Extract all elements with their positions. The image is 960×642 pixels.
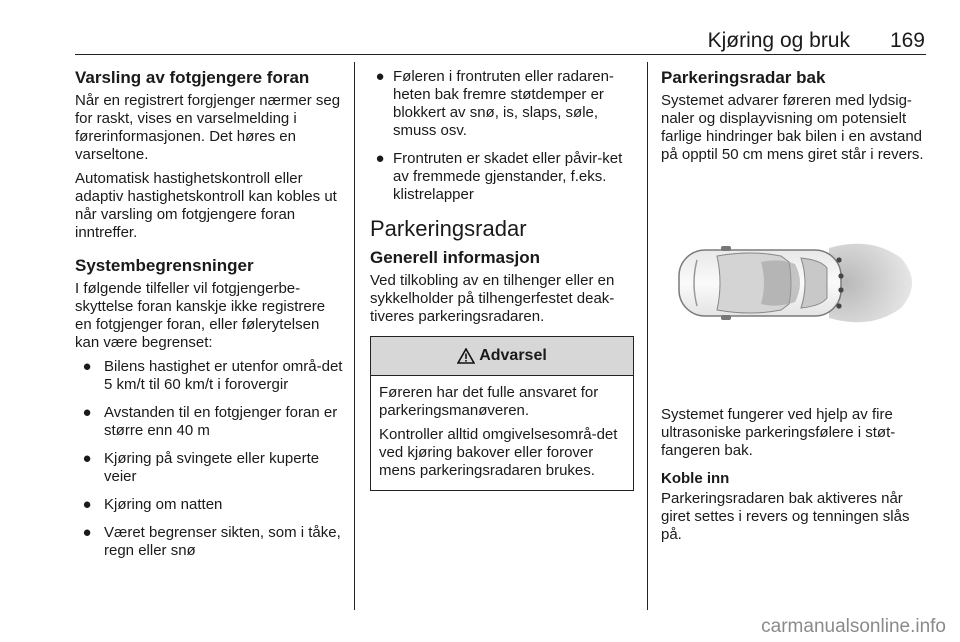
paragraph: Ved tilkobling av en tilhenger eller en sykkelholder på tilhengerfestet deak-tiveres parkeringsradaren. xyxy=(370,272,615,325)
column-divider-left xyxy=(354,62,355,610)
list-item-text: Bilens hastighet er utenfor områ-det 5 km/t til 60 km/t i forovergir xyxy=(104,358,343,393)
header-rule xyxy=(75,54,926,55)
watermark-text: carmanualsonline.info xyxy=(761,616,946,637)
list-item xyxy=(75,358,343,394)
column-divider-right xyxy=(647,62,648,610)
list-item xyxy=(75,496,343,514)
list-item-text: Føleren i frontruten eller radaren-heten bak fremre støtdemper er blokkert av snø, is, slaps, søle, smuss osv. xyxy=(393,68,614,139)
car-top-view-icon xyxy=(661,178,927,388)
section-title-rear-parking-radar: Parkeringsradar bak xyxy=(661,68,826,87)
paragraph: Systemet advarer føreren med lydsig-naler og displayvisning om potensielt farlige hindringer bak bilen i en avstand på opptil 50 cm mens giret står i revers. xyxy=(661,92,924,163)
warning-title: Advarsel xyxy=(479,347,547,364)
warning-body xyxy=(371,376,633,490)
list-item xyxy=(75,524,343,560)
list-item xyxy=(370,68,634,140)
left-column xyxy=(75,62,343,570)
list-item-text: Kjøring om natten xyxy=(104,496,223,513)
bullet-icon: ● xyxy=(375,68,385,85)
paragraph: Når en registrert forgjenger nærmer seg for raskt, vises en varselmelding i førerinformasjonen. Det høres en varseltone. xyxy=(75,92,341,163)
paragraph: Kontroller alltid omgivelsesområ-det ved kjøring bakover eller forover mens parkeringsradaren brukes. xyxy=(379,426,618,479)
paragraph: I følgende tilfeller vil fotgjengerbe-skyttelse foran kanskje ikke registrere en fotgjenger foran, eller følerytelsen kan være begrenset: xyxy=(75,280,326,351)
list-item xyxy=(370,150,634,204)
bullet-icon: ● xyxy=(82,358,92,375)
warning-box xyxy=(370,336,634,491)
bullet-icon: ● xyxy=(82,496,92,513)
list-item-text: Kjøring på svingete eller kuperte veier xyxy=(104,450,320,485)
list-item xyxy=(75,450,343,486)
list-item-text: Frontruten er skadet eller påvir-ket av fremmede gjenstander, f.eks. klistrelapper xyxy=(393,150,623,203)
section-title-system-limitations: Systembegrensninger xyxy=(75,256,254,275)
paragraph: Automatisk hastighetskontroll eller adaptiv hastighetskontroll kan kobles ut når varsling om fotgjengere foran inntreffer. xyxy=(75,170,337,241)
section-title-pedestrian-warning: Varsling av fotgjengere foran xyxy=(75,68,310,87)
paragraph: Føreren har det fulle ansvaret for parkeringsmanøveren. xyxy=(379,384,599,419)
right-column xyxy=(661,62,927,550)
list-item xyxy=(75,404,343,440)
bullet-icon: ● xyxy=(82,524,92,541)
subheading-switch-on: Koble inn xyxy=(661,470,730,487)
warning-header xyxy=(371,337,633,376)
list-item-text: Været begrenser sikten, som i tåke, regn eller snø xyxy=(104,524,341,559)
bullet-icon: ● xyxy=(375,150,385,167)
warning-triangle-icon xyxy=(457,348,475,364)
limitations-list xyxy=(75,358,343,560)
bullet-icon: ● xyxy=(82,450,92,467)
subheading-general-info: Generell informasjon xyxy=(370,248,541,267)
paragraph: Parkeringsradaren bak aktiveres når giret settes i revers og tenningen slås på. xyxy=(661,490,910,543)
rear-sensor-illustration xyxy=(661,178,927,388)
page-number: 169 xyxy=(889,29,925,52)
chapter-heading-parking-radar: Parkeringsradar xyxy=(370,216,527,241)
bullet-icon: ● xyxy=(82,404,92,421)
paragraph: Systemet fungerer ved hjelp av fire ultrasoniske parkeringsfølere i støt-fangeren bak. xyxy=(661,406,896,459)
list-item-text: Avstanden til en fotgjenger foran er større enn 40 m xyxy=(104,404,338,439)
middle-column xyxy=(370,62,634,491)
limitations-list-continued xyxy=(370,68,634,204)
header-title: Kjøring og bruk xyxy=(707,29,850,52)
